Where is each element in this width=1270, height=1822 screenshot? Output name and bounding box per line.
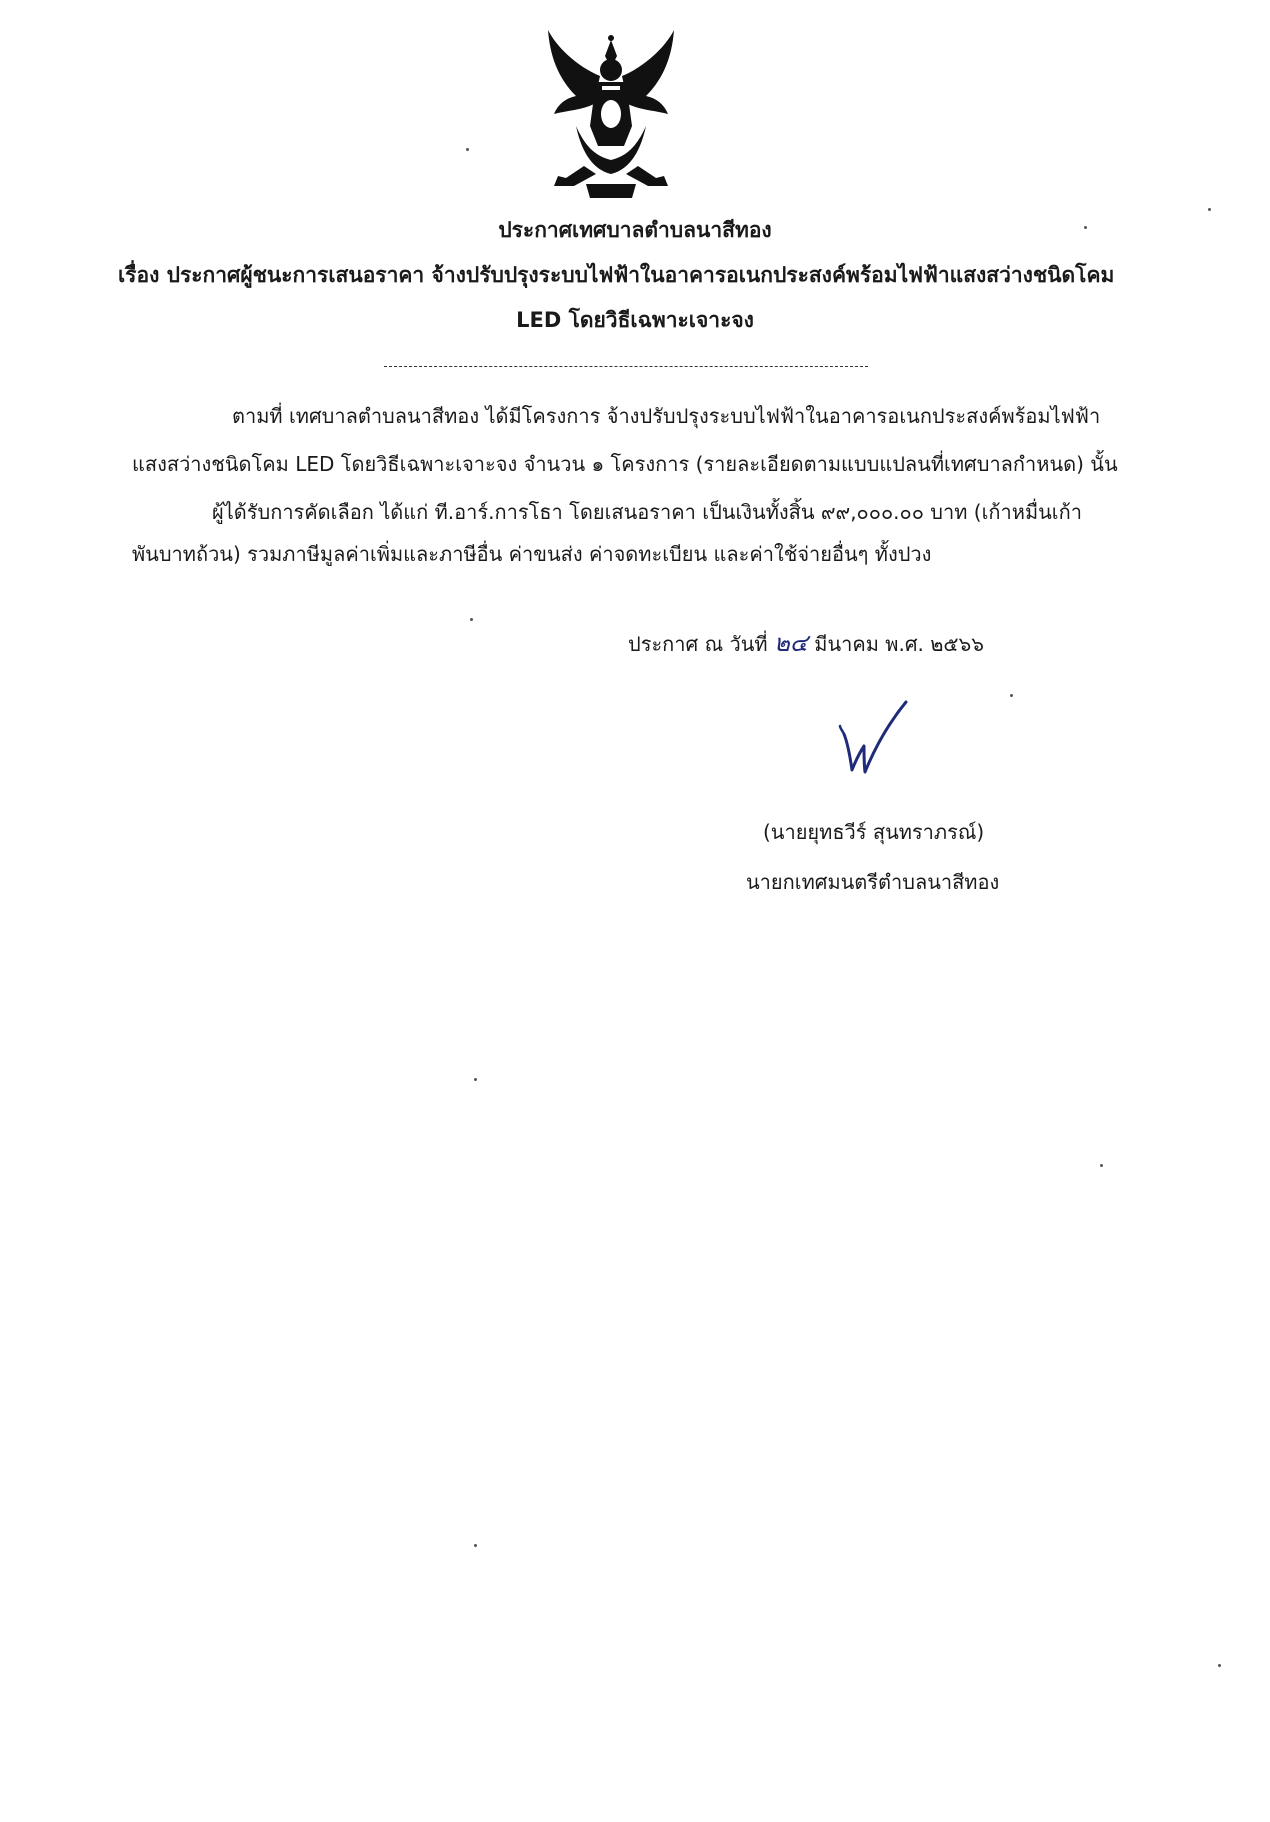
subject-line-2: LED โดยวิธีเฉพาะเจาะจง	[516, 308, 754, 332]
divider	[384, 366, 868, 367]
body-line-2: แสงสว่างชนิดโคม LED โดยวิธีเฉพาะเจาะจง จำนวน ๑ โครงการ (รายละเอียดตามแบบแปลนที่เทศบาลกำหนด) นั้น	[132, 452, 1118, 476]
scan-speck	[474, 1078, 477, 1081]
body-line-1: ตามที่ เทศบาลตำบลนาสีทอง ได้มีโครงการ จ้างปรับปรุงระบบไฟฟ้าในอาคารอเนกประสงค์พร้อมไฟฟ้า	[232, 404, 1101, 428]
date-day: ๒๔	[773, 629, 808, 657]
scan-speck	[1208, 208, 1211, 211]
signer-position: นายกเทศมนตรีตำบลนาสีทอง	[746, 870, 1000, 894]
scan-speck	[1084, 226, 1087, 229]
date-suffix: มีนาคม พ.ศ. ๒๕๖๖	[814, 632, 984, 656]
scan-speck	[470, 618, 473, 621]
scan-speck	[474, 1544, 477, 1547]
body-line-4: พันบาทถ้วน) รวมภาษีมูลค่าเพิ่มและภาษีอื่น ค่าขนส่ง ค่าจดทะเบียน และค่าใช้จ่ายอื่นๆ ทั้งปวง	[132, 542, 932, 566]
announcement-title: ประกาศเทศบาลตำบลนาสีทอง	[498, 218, 772, 242]
date-prefix: ประกาศ ณ วันที่	[628, 632, 768, 656]
subject-line-1: เรื่อง ประกาศผู้ชนะการเสนอราคา จ้างปรับปรุงระบบไฟฟ้าในอาคารอเนกประสงค์พร้อมไฟฟ้าแสงสว่างชนิดโคม	[118, 263, 1115, 287]
scan-speck	[1010, 694, 1013, 697]
handwritten-signature	[838, 700, 918, 780]
scan-speck	[466, 148, 469, 151]
scan-speck	[1100, 1164, 1103, 1167]
garuda-emblem-icon	[536, 26, 686, 206]
body-line-3: ผู้ได้รับการคัดเลือก ได้แก่ ที.อาร์.การโธา โดยเสนอราคา เป็นเงินทั้งสิ้น ๙๙,๐๐๐.๐๐ บาท (เก้าหมื่นเก้า	[212, 500, 1082, 524]
announcement-date	[628, 623, 984, 662]
signer-name: (นายยุทธวีร์ สุนทราภรณ์)	[763, 820, 985, 844]
scan-speck	[1218, 1664, 1221, 1667]
